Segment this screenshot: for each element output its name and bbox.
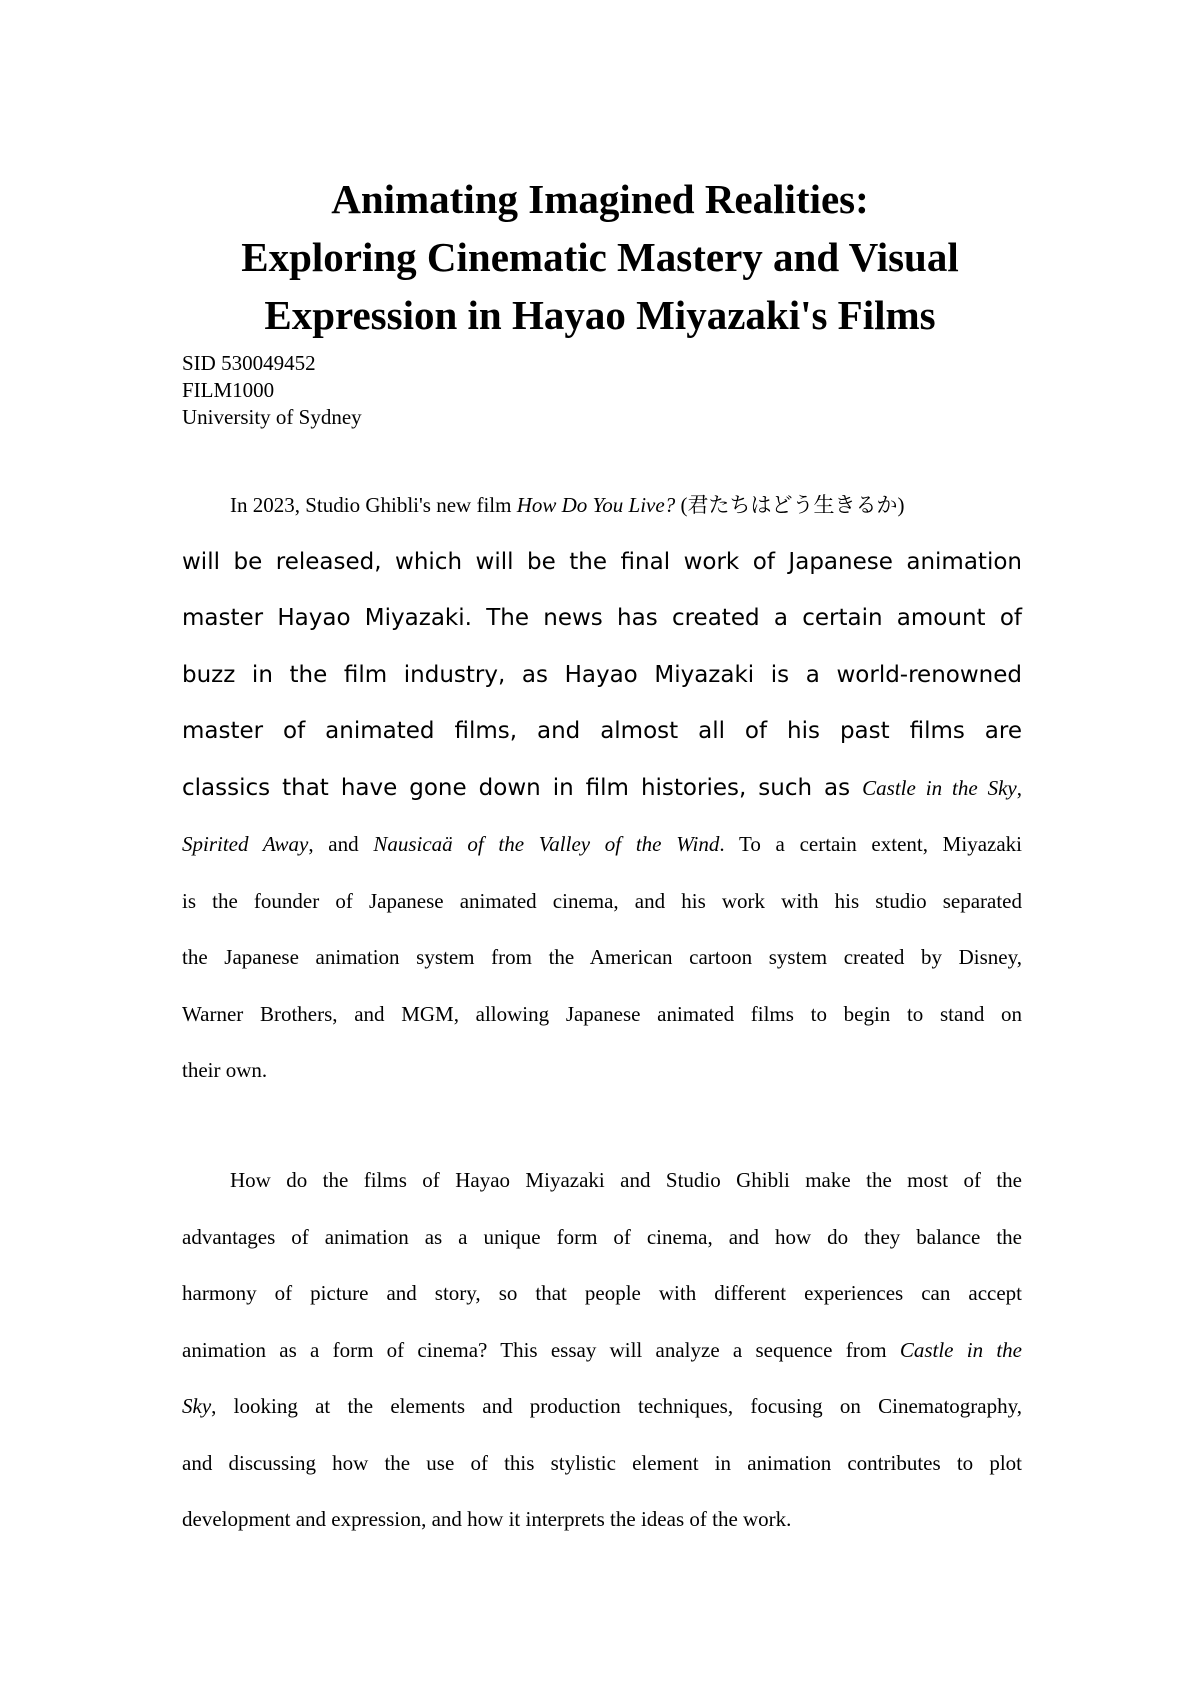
paragraph-line: master Hayao Miyazaki. The news has created a certain amount of [182,605,1022,631]
paragraph-line: and discussing how the use of this stylistic element in animation contributes to plot [182,1450,1022,1475]
title-line: Animating Imagined Realities: [331,176,869,222]
student-id: SID 530049452 [182,351,316,375]
film-title: How Do You Live? [516,493,676,517]
paragraph-line [182,477,1022,534]
paragraph-line: will be released, which will be the final work of Japanese animation [182,548,1022,575]
paragraph-line [182,1378,1022,1435]
author-info [182,350,362,431]
paragraph-line: buzz in the film industry, as Hayao Miyazaki is a world-renowned [182,661,1022,688]
text-run: (君たちはどう生きるか) [675,493,905,517]
text-run: animation as a form of cinema? This essay will analyze a sequence from [182,1337,900,1362]
paragraph-line: harmony of picture and story, so that people with different experiences can accept [182,1281,1022,1305]
film-title: Castle in the [899,1337,1022,1362]
paragraph-2 [182,1152,1022,1548]
paragraph-line: advantages of animation as a unique form of cinema, and how do they balance the [182,1224,1022,1249]
title-line: Exploring Cinematic Mastery and Visual [241,234,959,280]
film-title: Castle in the Sky [862,775,1017,800]
text-run: , [1016,775,1022,800]
text-run: In 2023, Studio Ghibli's new film [230,493,517,517]
film-title: Spirited Away [182,832,309,856]
paragraph-line [182,1322,1022,1379]
paragraph-line: is the founder of Japanese animated cinema, and his work with his studio separated [182,888,1022,913]
film-title: Sky [182,1394,212,1418]
paragraph-line: Warner Brothers, and MGM, allowing Japanese animated films to begin to stand on [182,1001,1022,1026]
university-name: University of Sydney [182,405,362,429]
text-run: . To a certain extent, Miyazaki [719,832,1022,856]
paragraph-line: the Japanese animation system from the American cartoon system created by Disney, [182,945,1022,969]
film-title: Nausicaä of the Valley of the Wind [373,832,720,856]
paragraph-line: How do the films of Hayao Miyazaki and Studio Ghibli make the most of the [230,1168,1022,1192]
text-run: , and [308,832,374,856]
essay-title [120,170,1080,344]
text-run: , looking at the elements and production techniques, focusing on Cinematography, [211,1394,1022,1418]
paragraph-line: development and expression, and how it interprets the ideas of the work. [182,1507,792,1531]
paragraph-line: master of animated films, and almost all of his past films are [182,718,1022,744]
paragraph-line [182,816,1022,873]
title-line: Expression in Hayao Miyazaki's Films [264,292,936,338]
paragraph-line: their own. [182,1058,268,1082]
course-code: FILM1000 [182,378,275,402]
paragraph-line [182,760,1022,817]
paragraph-1 [182,477,1022,1099]
text-run: classics that have gone down in film histories, such as [182,774,863,801]
